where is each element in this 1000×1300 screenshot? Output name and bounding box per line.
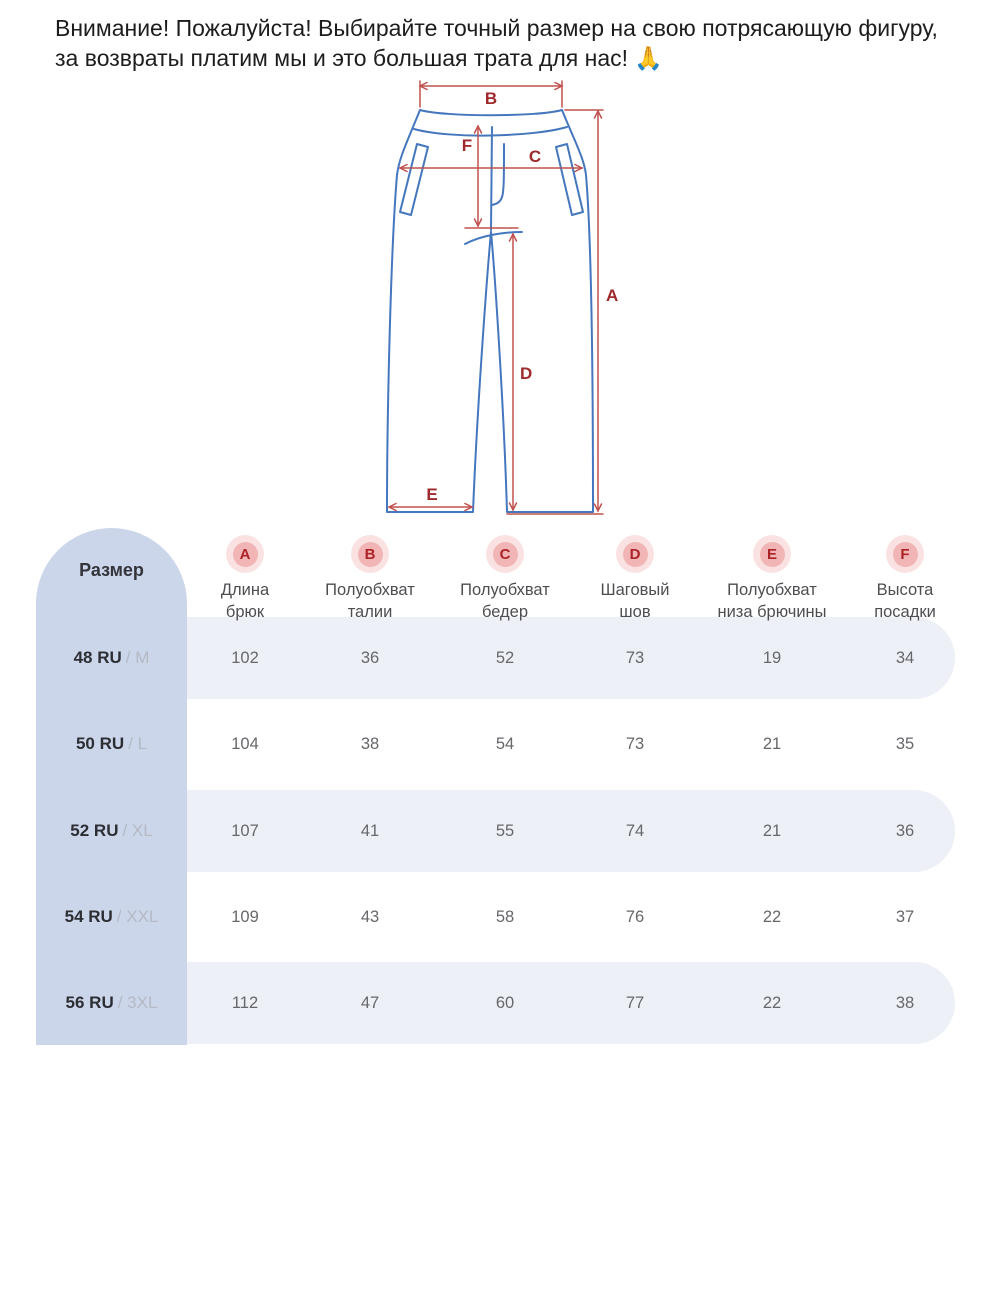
dim-label-e: E <box>426 485 438 504</box>
pants-measurement-diagram <box>370 80 670 520</box>
value-cell: 112 <box>231 994 259 1012</box>
letter-badge-a: A <box>226 535 264 573</box>
value-cell: 77 <box>625 994 645 1012</box>
column-label: Полуобхват бедер <box>460 581 550 621</box>
column-label: Длина брюк <box>220 581 270 621</box>
value-cell: 35 <box>895 735 915 753</box>
value-cell: 58 <box>495 908 515 926</box>
column-header-f <box>863 535 947 624</box>
column-header-e <box>710 535 834 624</box>
value-cell: 73 <box>625 735 645 753</box>
value-cell: 76 <box>625 908 645 926</box>
column-label: Полуобхват талии <box>325 581 415 621</box>
value-cell: 73 <box>625 649 645 667</box>
size-column-header: Размер <box>79 560 144 580</box>
value-cell: 19 <box>762 649 782 667</box>
dim-label-b: B <box>484 89 498 108</box>
column-label: Высота посадки <box>874 581 936 621</box>
size-cell: 48 RU / M <box>73 648 150 667</box>
table-row <box>0 617 1000 699</box>
value-cell: 41 <box>360 822 380 840</box>
size-cell: 52 RU / XL <box>70 821 153 840</box>
value-cell: 104 <box>231 735 259 753</box>
value-cell: 54 <box>495 735 515 753</box>
value-cell: 36 <box>895 822 915 840</box>
value-cell: 38 <box>360 735 380 753</box>
pants-outline <box>387 110 593 512</box>
column-label: Шаговый шов <box>600 581 670 621</box>
column-header-b <box>315 535 425 624</box>
value-cell: 22 <box>762 908 782 926</box>
value-cell: 43 <box>360 908 380 926</box>
value-cell: 55 <box>495 822 515 840</box>
column-header-a <box>206 535 284 624</box>
table-row <box>0 876 1000 958</box>
table-row <box>0 790 1000 872</box>
table-row <box>0 703 1000 785</box>
value-cell: 34 <box>895 649 915 667</box>
dim-label-f: F <box>461 136 473 155</box>
size-warning-text: Внимание! Пожалуйста! Выбирайте точный размер на свою потрясающую фигуру, за возвраты платим мы и это большая трата для нас! 🙏 <box>55 15 938 71</box>
column-header-c <box>450 535 560 624</box>
table-row <box>0 962 1000 1044</box>
value-cell: 21 <box>762 735 782 753</box>
value-cell: 107 <box>231 822 259 840</box>
right-pocket <box>556 144 583 215</box>
value-cell: 74 <box>625 822 645 840</box>
dim-label-a: A <box>606 286 619 305</box>
dim-label-c: C <box>528 147 542 166</box>
value-cell: 47 <box>360 994 380 1012</box>
value-cell: 52 <box>495 649 515 667</box>
letter-badge-f: F <box>886 535 924 573</box>
column-label: Полуобхват низа брючины <box>717 581 827 621</box>
left-pocket <box>400 144 428 215</box>
value-cell: 36 <box>360 649 380 667</box>
value-cell: 22 <box>762 994 782 1012</box>
letter-badge-d: D <box>616 535 654 573</box>
letter-badge-c: C <box>486 535 524 573</box>
value-cell: 102 <box>231 649 259 667</box>
column-header-d <box>592 535 678 624</box>
value-cell: 21 <box>762 822 782 840</box>
size-cell: 54 RU / XXL <box>64 907 159 926</box>
letter-badge-b: B <box>351 535 389 573</box>
size-cell: 56 RU / 3XL <box>65 993 158 1012</box>
value-cell: 60 <box>495 994 515 1012</box>
size-cell: 50 RU / L <box>75 734 148 753</box>
value-cell: 109 <box>231 908 259 926</box>
letter-badge-e: E <box>753 535 791 573</box>
value-cell: 38 <box>895 994 915 1012</box>
dim-label-d: D <box>520 364 533 383</box>
value-cell: 37 <box>895 908 915 926</box>
